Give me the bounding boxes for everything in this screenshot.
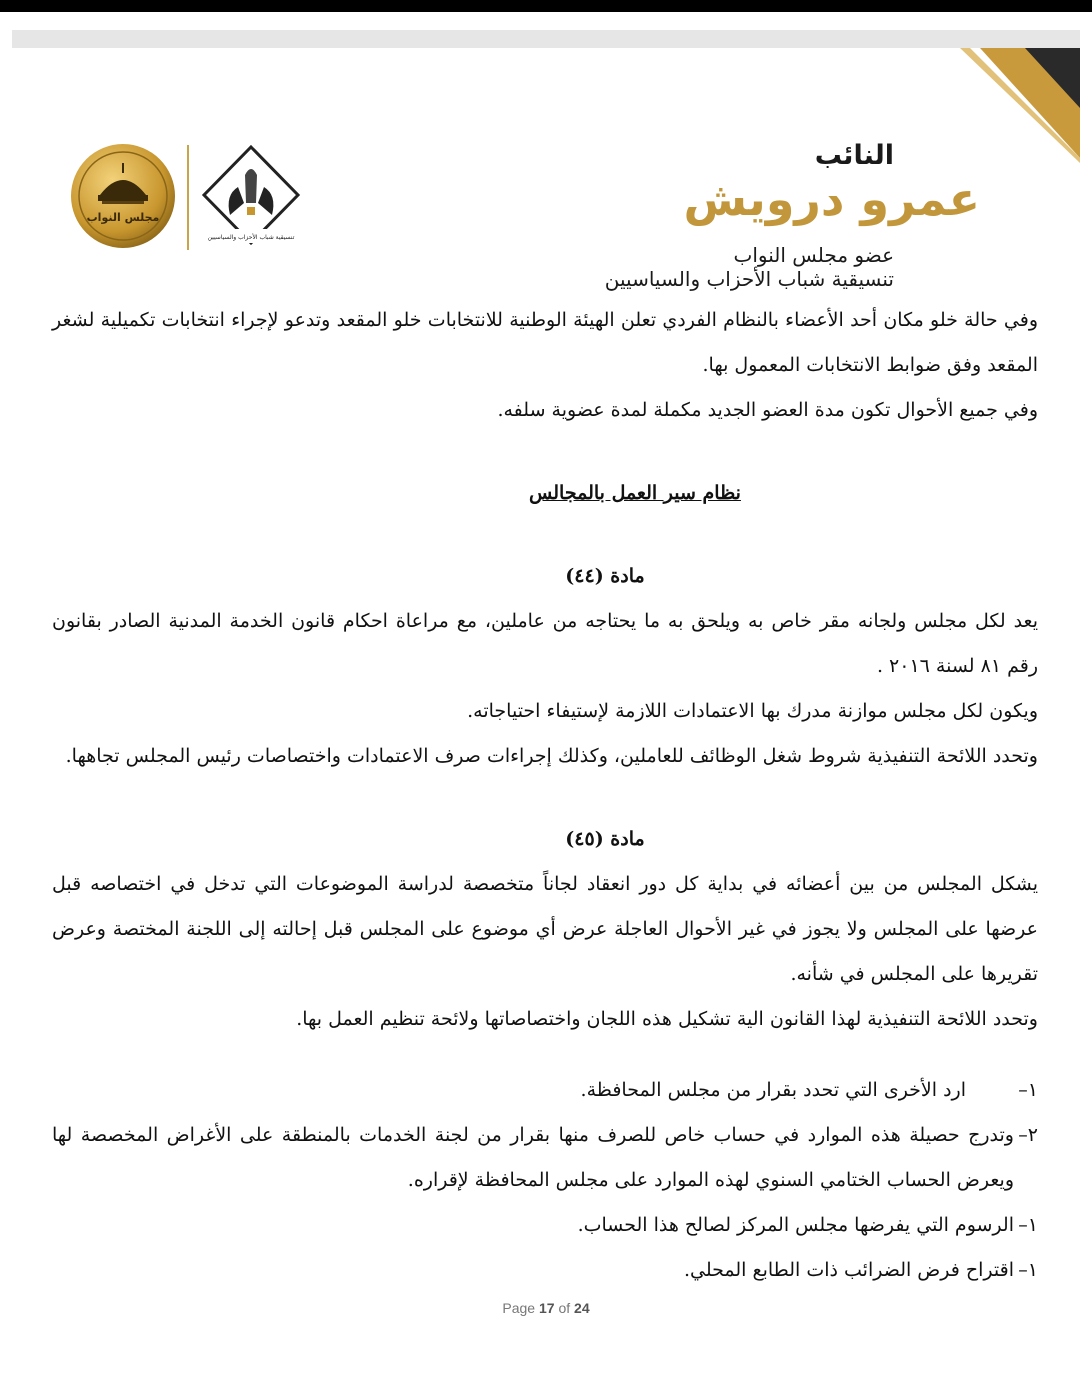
article-45-heading: مادة (٤٥) (565, 828, 645, 850)
page-current: 17 (538, 1300, 555, 1316)
list-item-text: اقتراح فرض الضرائب ذات الطابع المحلي. (683, 1259, 1014, 1281)
top-border (0, 0, 1092, 12)
logo-divider (187, 145, 189, 250)
page-label: Page (502, 1300, 536, 1316)
article-44-paragraph-1: يعد لكل مجلس ولجانه مقر خاص به ويلحق به ما يحتاجه من عاملين، مع مراعاة احكام قانون الخدمة المدنية الصادر بقانون رقم ٨١ لسنة ٢٠١٦ . (52, 610, 1038, 677)
spacer (52, 1042, 1038, 1068)
article-44-paragraph-2: ويكون لكل مجلس موازنة مدرك بها الاعتمادات اللازمة لإستيفاء احتياجاته. (467, 700, 1038, 722)
list-item (52, 1248, 1038, 1293)
article-45-paragraph-1: يشكل المجلس من بين أعضائه في بداية كل دور انعقاد لجاناً متخصصة لدراسة الموضوعات التي تدخل في اختصاصه قبل عرضها على المجلس ولا يجوز في غير الأحوال العاجلة عرض أي موضوع على المجلس قبل إحالته إلى اللجنة المختصة وعرض تقريرها على المجلس في شأنه. (52, 873, 1038, 985)
list-item (52, 1068, 1038, 1113)
list-item-text: وتدرج حصيلة هذه الموارد في حساب خاص للصرف منها بقرار من لجنة الخدمات بالمنطقة على الأغراض المخصصة لها ويعرض الحساب الختامي السنوي لهذه الموارد على مجلس المحافظة لإقراره. (52, 1124, 1014, 1191)
document-body (52, 298, 1038, 1293)
list-item-number: ١– (1018, 1079, 1038, 1101)
parliament-seal-logo (70, 143, 176, 249)
header-name: عمرو درويش (683, 172, 980, 226)
page-of-label: of (558, 1300, 571, 1316)
article-45-paragraph-2: وتحدد اللائحة التنفيذية لهذا القانون الية تشكيل هذه اللجان واختصاصاتها ولائحة تنظيم العمل بها. (296, 1008, 1038, 1030)
list-item-number: ٢– (1018, 1124, 1038, 1146)
header-subtitle-1: عضو مجلس النواب (733, 243, 894, 267)
page-footer (0, 1300, 1092, 1316)
spacer (52, 433, 1038, 471)
header-title: النائب (814, 140, 894, 171)
page-total: 24 (574, 1300, 590, 1316)
tansiqia-logo-text: تنسيقية شباب الأحزاب والسياسيين (207, 234, 295, 241)
header-subtitle-2: تنسيقية شباب الأحزاب والسياسيين (604, 267, 894, 291)
list-item (52, 1113, 1038, 1203)
article-44-heading: مادة (٤٤) (565, 565, 645, 587)
header-band (12, 30, 1080, 48)
list-item-text: ارد الأخرى التي تحدد بقرار من مجلس المحافظة. (580, 1079, 966, 1101)
spacer (52, 516, 1038, 554)
list-item-text: الرسوم التي يفرضها مجلس المركز لصالح هذا الحساب. (577, 1214, 1014, 1236)
intro-paragraph-2: وفي جميع الأحوال تكون مدة العضو الجديد مكملة لمدة عضوية سلفه. (497, 399, 1038, 421)
parliament-logo-text: مجلس النواب (86, 211, 160, 224)
spacer (52, 779, 1038, 817)
list-item-number: ١– (1018, 1259, 1038, 1281)
intro-paragraph-1: وفي حالة خلو مكان أحد الأعضاء بالنظام الفردي تعلن الهيئة الوطنية للانتخابات خلو المقعد وتدعو لإجراء انتخابات تكميلية لشغر المقعد وفق ضوابط الانتخابات المعمول بها. (52, 309, 1038, 376)
list-item (52, 1203, 1038, 1248)
list-item-number: ١– (1018, 1214, 1038, 1236)
article-44-paragraph-3: وتحدد اللائحة التنفيذية شروط شغل الوظائف للعاملين، وكذلك إجراءات صرف الاعتمادات واختصاصات رئيس المجلس تجاهها. (65, 745, 1038, 767)
section-title: نظام سير العمل بالمجالس (529, 482, 741, 504)
tansiqia-logo (200, 145, 302, 247)
